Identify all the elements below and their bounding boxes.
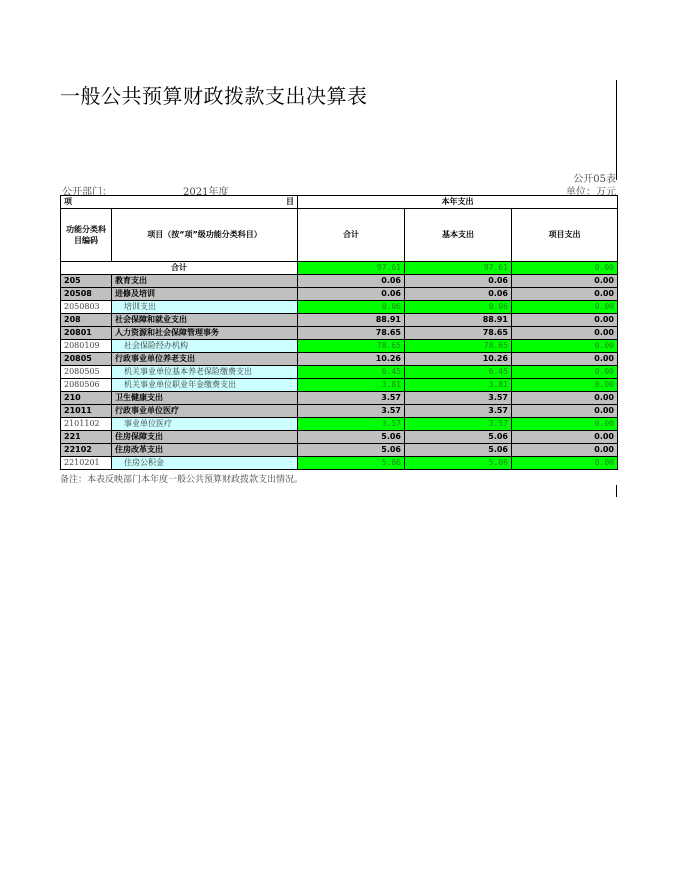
basic-cell: 78.65 (405, 327, 512, 340)
project-cell: 0.00 (512, 392, 618, 405)
total-cell: 3.57 (298, 392, 405, 405)
code-cell: 20508 (61, 288, 112, 301)
table-row (61, 431, 618, 444)
basic-cell: 10.26 (405, 353, 512, 366)
header-item-label: 项 (64, 197, 72, 206)
unit-label: 单位：万元 (566, 187, 616, 198)
page-edge-line-lower (616, 485, 617, 497)
department-label: 公开部门： (62, 187, 112, 198)
code-cell: 205 (61, 275, 112, 288)
total-cell: 78.65 (298, 340, 405, 353)
project-cell: 0.00 (512, 288, 618, 301)
name-cell: 机关事业单位职业年金缴费支出 (112, 379, 298, 392)
header-row-2 (61, 209, 618, 262)
basic-cell: 3.81 (405, 379, 512, 392)
basic-cell: 0.06 (405, 288, 512, 301)
code-cell: 2050803 (61, 301, 112, 314)
basic-cell: 0.06 (405, 301, 512, 314)
code-cell: 208 (61, 314, 112, 327)
fiscal-year: 2021年度 (183, 187, 229, 198)
page-title: 一般公共预算财政拨款支出决算表 (60, 84, 368, 108)
total-row (61, 262, 618, 275)
code-cell: 2080505 (61, 366, 112, 379)
table-row (61, 444, 618, 457)
project-cell: 0.00 (512, 366, 618, 379)
footnote: 备注：本表反映部门本年度一般公共预算财政拨款支出情况。 (60, 475, 304, 485)
total-basic: 97.61 (405, 262, 512, 275)
project-cell: 0.00 (512, 275, 618, 288)
header-row-1 (61, 196, 618, 209)
table-row (61, 275, 618, 288)
code-cell: 2210201 (61, 457, 112, 470)
basic-cell: 6.45 (405, 366, 512, 379)
code-cell: 210 (61, 392, 112, 405)
total-cell: 0.06 (298, 301, 405, 314)
basic-cell: 5.06 (405, 457, 512, 470)
total-cell: 0.06 (298, 275, 405, 288)
name-cell: 行政事业单位养老支出 (112, 353, 298, 366)
header-current-year: 本年支出 (298, 196, 618, 209)
total-total: 97.61 (298, 262, 405, 275)
basic-cell: 3.57 (405, 405, 512, 418)
name-cell: 教育支出 (112, 275, 298, 288)
total-cell: 5.06 (298, 444, 405, 457)
total-cell: 3.57 (298, 418, 405, 431)
total-label: 合计 (61, 262, 298, 275)
name-cell: 卫生健康支出 (112, 392, 298, 405)
code-cell: 221 (61, 431, 112, 444)
table-row (61, 288, 618, 301)
name-cell: 社会保险经办机构 (112, 340, 298, 353)
expenditure-table (60, 195, 618, 470)
basic-cell: 78.65 (405, 340, 512, 353)
total-project: 0.00 (512, 262, 618, 275)
project-cell: 0.00 (512, 327, 618, 340)
table-row (61, 418, 618, 431)
total-cell: 3.57 (298, 405, 405, 418)
name-cell: 住房公积金 (112, 457, 298, 470)
table-row (61, 405, 618, 418)
header-total-col: 合计 (298, 209, 405, 262)
total-cell: 88.91 (298, 314, 405, 327)
total-cell: 5.06 (298, 431, 405, 444)
project-cell: 0.00 (512, 457, 618, 470)
name-cell: 行政事业单位医疗 (112, 405, 298, 418)
project-cell: 0.00 (512, 301, 618, 314)
table-row (61, 353, 618, 366)
total-cell: 6.45 (298, 366, 405, 379)
header-code-col: 功能分类科目编码 (61, 209, 112, 262)
project-cell: 0.00 (512, 353, 618, 366)
name-cell: 事业单位医疗 (112, 418, 298, 431)
code-cell: 20801 (61, 327, 112, 340)
table-row (61, 301, 618, 314)
total-cell: 5.06 (298, 457, 405, 470)
total-cell: 10.26 (298, 353, 405, 366)
name-cell: 住房改革支出 (112, 444, 298, 457)
name-cell: 社会保障和就业支出 (112, 314, 298, 327)
code-cell: 22102 (61, 444, 112, 457)
basic-cell: 3.57 (405, 392, 512, 405)
name-cell: 机关事业单位基本养老保险缴费支出 (112, 366, 298, 379)
table-row (61, 392, 618, 405)
header-item-end-label: 目 (286, 197, 294, 206)
project-cell: 0.00 (512, 405, 618, 418)
header-name-col: 项目（按“项”级功能分类科目） (112, 209, 298, 262)
code-cell: 21011 (61, 405, 112, 418)
page-edge-line (616, 80, 617, 180)
code-cell: 2080109 (61, 340, 112, 353)
total-cell: 78.65 (298, 327, 405, 340)
header-item-cell (61, 196, 298, 209)
table-row (61, 314, 618, 327)
project-cell: 0.00 (512, 418, 618, 431)
code-cell: 20805 (61, 353, 112, 366)
table-row (61, 340, 618, 353)
basic-cell: 5.06 (405, 444, 512, 457)
name-cell: 培训支出 (112, 301, 298, 314)
table-row (61, 327, 618, 340)
header-basic-col: 基本支出 (405, 209, 512, 262)
basic-cell: 0.06 (405, 275, 512, 288)
basic-cell: 5.06 (405, 431, 512, 444)
basic-cell: 3.57 (405, 418, 512, 431)
name-cell: 住房保障支出 (112, 431, 298, 444)
project-cell: 0.00 (512, 379, 618, 392)
project-cell: 0.00 (512, 444, 618, 457)
header-project-col: 项目支出 (512, 209, 618, 262)
project-cell: 0.00 (512, 431, 618, 444)
table-row (61, 379, 618, 392)
project-cell: 0.00 (512, 340, 618, 353)
table-row (61, 457, 618, 470)
total-cell: 0.06 (298, 288, 405, 301)
name-cell: 进修及培训 (112, 288, 298, 301)
project-cell: 0.00 (512, 314, 618, 327)
table-code: 公开05表 (573, 174, 616, 185)
name-cell: 人力资源和社会保障管理事务 (112, 327, 298, 340)
code-cell: 2080506 (61, 379, 112, 392)
code-cell: 2101102 (61, 418, 112, 431)
basic-cell: 88.91 (405, 314, 512, 327)
table-row (61, 366, 618, 379)
total-cell: 3.81 (298, 379, 405, 392)
